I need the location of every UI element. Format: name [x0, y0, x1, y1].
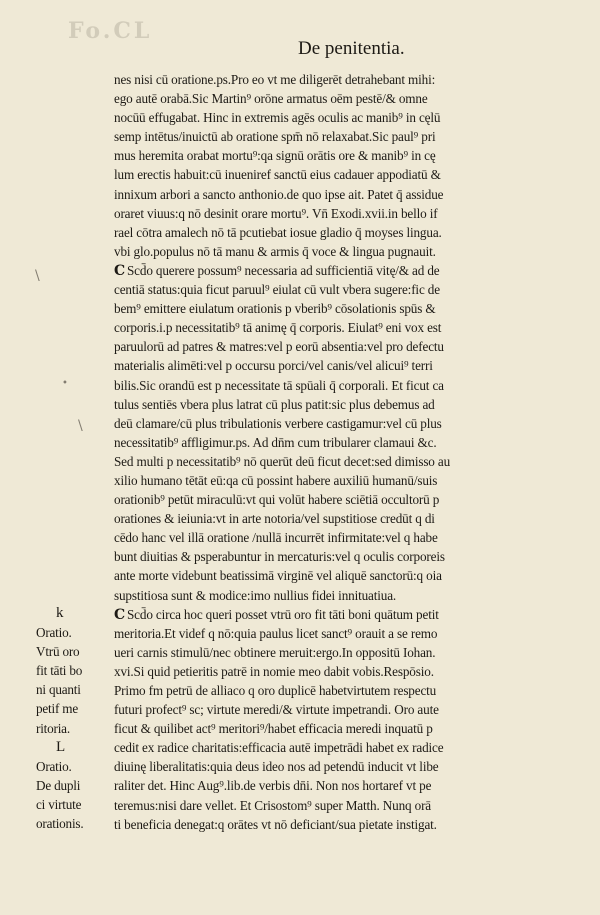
margin-dot-icon: • [62, 378, 68, 389]
text-line [114, 605, 574, 624]
paragraph-mark-icon: C [114, 606, 125, 623]
text-line-content: diuinę liberalitatis:quia deus ideo nos ad petendū inducit vt libe [114, 759, 439, 775]
text-line [114, 261, 574, 280]
text-line [114, 643, 574, 662]
text-line-content: ti beneficia denegat:q orātes vt nō deficiant/sua pietate instigat. [114, 816, 437, 832]
bleed-through-folio: Fo.CL [68, 18, 153, 44]
text-line-content: Sed multi p necessitatib⁹ nō querūt deū ficut decet:sed dimisso au [114, 453, 451, 469]
text-line-content: futuri profect⁹ sc; virtute meredi/& virtute impetrandi. Oro aute [114, 702, 439, 718]
text-line [114, 681, 574, 700]
text-line-content: ueri carnis stimulū/nec obtinere meruit:ergo.In oppositū Iohan. [114, 644, 436, 660]
text-line [114, 452, 574, 471]
text-line [114, 356, 574, 375]
text-line [114, 433, 574, 452]
text-line-content: innixum arbori a sancto anthonio.de quo ipse ait. Patet q̄ assidue [114, 186, 444, 202]
text-line-content: ante morte videbunt beatissimā virginē vel aliquē sanctorū:q oia [114, 568, 442, 584]
margin-note: fit tāti bo [36, 663, 83, 679]
text-line-content: Scd̄o querere possum⁹ necessaria ad sufficientiā vitę/& ad de [127, 262, 440, 278]
text-line [114, 185, 574, 204]
text-line-content: raliter det. Hinc Aug⁹.lib.de verbis dn̄i. Non nos hortaref vt pe [114, 778, 432, 794]
margin-note: Oratio. [36, 758, 72, 774]
text-line [114, 624, 574, 643]
text-line-content: bem⁹ emittere eiulatum orationis p vberib⁹ cōsolationis spūs & [114, 301, 436, 317]
text-line [114, 89, 574, 108]
text-line [114, 566, 574, 585]
text-line [114, 337, 574, 356]
text-line [114, 700, 574, 719]
margin-note: petif me [36, 701, 78, 717]
text-line-content: ego autē orabā.Sic Martin⁹ orōne armatus oēm pestē/& omne [114, 91, 428, 107]
text-line-content: bilis.Sic orandū est p necessitate tā spūali q̄ corporali. Et ficut ca [114, 377, 444, 393]
text-line [114, 414, 574, 433]
text-line-content: tulus sentiēs vbera plus latrat cū plus patit:sic plus debemus ad [114, 396, 435, 412]
text-line-content: mus heremita orabat mortu⁹:qa signū orātis ore & manib⁹ in cę [114, 148, 436, 164]
text-line [114, 146, 574, 165]
text-line [114, 318, 574, 337]
text-line [114, 662, 574, 681]
text-line-content: vbi glo.populus nō tā manu & armis q̄ voce & lingua pugnauit. [114, 243, 436, 259]
text-line-content: ficut & quilibet act⁹ meritori⁹/habet efficacia meredi inquatū p [114, 721, 433, 737]
text-line [114, 490, 574, 509]
margin-note: Vtrū oro [36, 644, 80, 660]
text-line [114, 165, 574, 184]
margin-mark-icon: \ [78, 418, 83, 434]
margin-note: ci virtute [36, 796, 82, 812]
text-line-content: supstitiosa sunt & modice:imo nullius fidei innituatiua. [114, 587, 397, 603]
text-line-content: meritoria.Et videf q nō:quia paulus licet sanct⁹ orauit a se remo [114, 625, 438, 641]
text-line [114, 108, 574, 127]
text-line-content: nocūū effugabat. Hinc in extremis agēs oculis ac manib⁹ in cęlū [114, 110, 441, 126]
text-line-content: orationib⁹ petūt miraculū:vt qui volūt habere sciētiā occultorū p [114, 492, 440, 508]
text-line [114, 719, 574, 738]
text-line-content: paruulorū ad patres & matres:vel p eorū absentia:vel pro defectu [114, 339, 444, 355]
text-line-content: cēdo hanc vel illā oratione /nullā incurrēt infirmitate:vel q habe [114, 530, 438, 546]
margin-note: L [56, 738, 65, 755]
text-line-content: oraret viuus:q nō desinit orare mortu⁹. Vn̄ Exodi.xvii.in bello if [114, 205, 438, 221]
paragraph-mark-icon: C [114, 262, 125, 279]
margin-note: De dupli [36, 777, 81, 793]
text-line-content: lum erectis habuit:cū inueniref sanctū eius cadauer appodiatū & [114, 167, 441, 183]
text-line [114, 796, 574, 815]
text-line [114, 509, 574, 528]
text-line [114, 586, 574, 605]
text-line-content: bunt diuitias & psperabuntur in mercaturis:vel q oculis corporeis [114, 549, 445, 565]
text-line-content: rael cōtra amalech nō tā pcutiebat iosue gladio q̄ moyses lingua. [114, 224, 442, 240]
text-line-content: nes nisi cū oratione.ps.Pro eo vt me diligerēt detrahebant mihi: [114, 72, 436, 87]
text-line [114, 815, 574, 834]
text-line [114, 757, 574, 776]
text-line [114, 471, 574, 490]
text-line-content: xilio humano tētāt eū:qa cū possint habere auxiliū humanū/suis [114, 472, 438, 488]
text-line [114, 738, 574, 757]
text-line [114, 395, 574, 414]
text-line-content: corporis.i.p necessitatib⁹ tā animę q̄ corporis. Eiulat⁹ eni vox est [114, 320, 442, 336]
text-line-content: teremus:nisi dare vellet. Et Crisostom⁹ super Matth. Nunq orā [114, 797, 432, 813]
running-head: De penitentia. [298, 38, 405, 59]
margin-note: Oratio. [36, 625, 72, 641]
margin-note: orationis. [36, 816, 84, 832]
text-line [114, 242, 574, 261]
text-line [114, 376, 574, 395]
text-line-content: Scd̄o circa hoc queri posset vtrū oro fit tāti boni quātum petit [127, 606, 439, 622]
margin-note: k [56, 605, 64, 621]
text-line [114, 299, 574, 318]
text-line-content: semp intētus/inuictū ab oratione spm̄ nō relaxabat.Sic paul⁹ pri [114, 129, 436, 145]
margin-note: ni quanti [36, 682, 81, 698]
text-line-content: deū clamare/cū plus tribulationis verbere castigamur:vel cū plus [114, 415, 442, 431]
text-line [114, 204, 574, 223]
text-line [114, 223, 574, 242]
text-line [114, 70, 574, 89]
text-line-content: necessitatib⁹ affligimur.ps. Ad dn̄m cum tribularer clamaui &c. [114, 434, 437, 450]
text-line-content: Primo fm petrū de alliaco q oro duplicē habetvirtutem respectu [114, 683, 437, 698]
margin-note: ritoria. [36, 720, 70, 736]
text-line [114, 776, 574, 795]
text-line-content: orationes & ieiunia:vt in arte notoria/vel supstitiose credūt q di [114, 511, 435, 527]
text-line [114, 528, 574, 547]
text-block [114, 70, 574, 834]
text-line [114, 547, 574, 566]
text-line [114, 280, 574, 299]
text-line-content: materialis alimēti:vel p occursu porci/vel canis/vel alicui⁹ terri [114, 358, 433, 374]
text-line-content: cedit ex radice charitatis:efficacia autē impetrādi habet ex radice [114, 740, 444, 756]
text-line-content: xvi.Si quid petieritis patrē in nomie meo dabit vobis.Respōsio. [114, 663, 434, 679]
text-line-content: centiā status:quia ficut paruul⁹ eiulat cū vult vbera sugere:fic de [114, 282, 440, 298]
margin-mark-icon: \ [35, 268, 40, 284]
margin-notes [36, 604, 116, 833]
text-line [114, 127, 574, 146]
